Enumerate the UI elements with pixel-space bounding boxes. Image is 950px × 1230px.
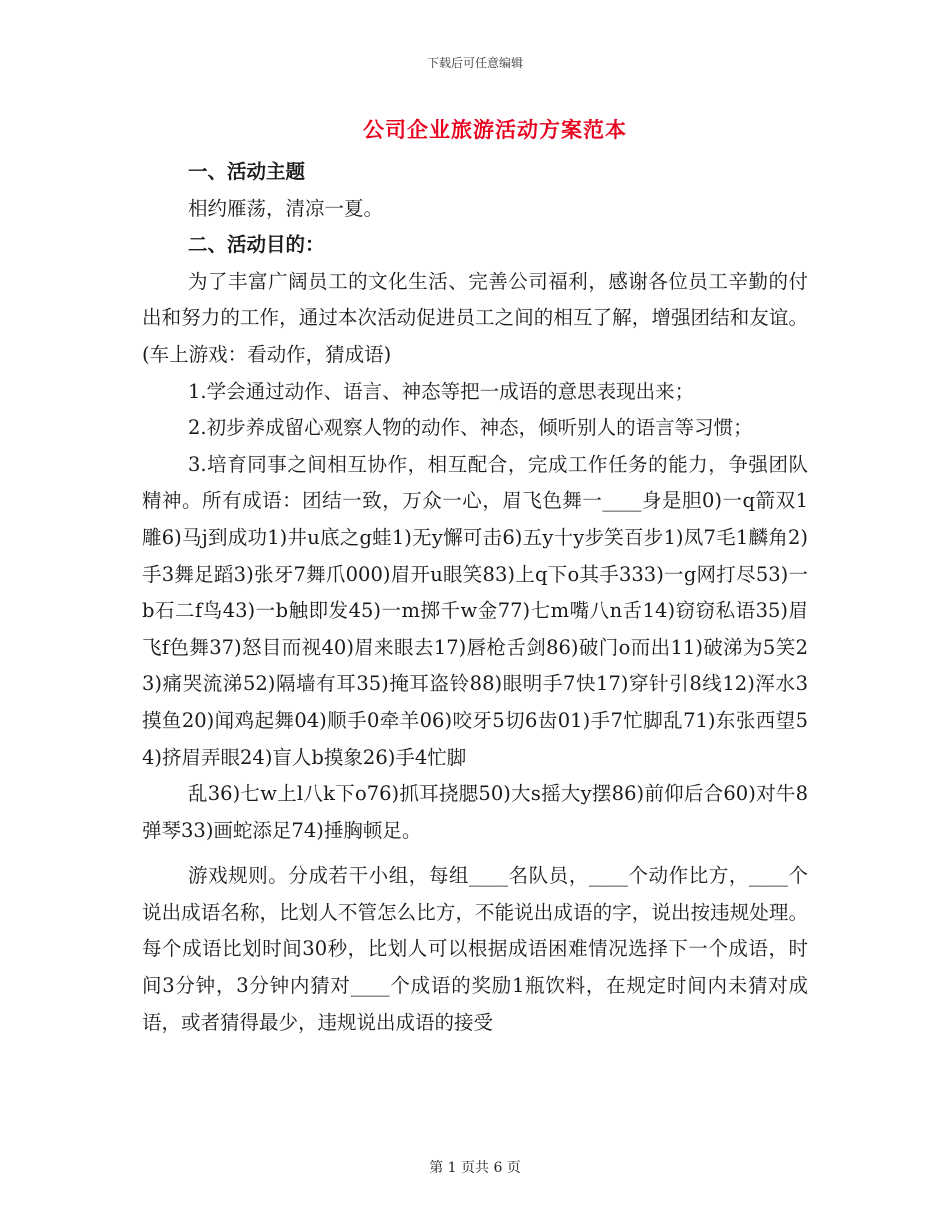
purpose-item-3: 3.培育同事之间相互协作，相互配合，完成工作任务的能力，争强团队精神。所有成语：团结一致，万众一心，眉飞色舞一____身是胆0)一q箭双1雕6)马j到成功1)井u底之g蛙1)无y懈可击6)五y十y步笑百步1)凤7毛1麟角2)手3舞足蹈3)张牙7舞爪000)眉开u眼笑83)上q下o其手333)一g网打尽53)一b石二f鸟43)一b触即发45)一m掷千w金77)七m嘴八n舌14)窃窃私语35)眉飞f色舞37)怒目而视40)眉来眼去17)唇枪舌剑86)破门o而出11)破涕为5笑23)痛哭流涕52)隔墙有耳35)掩耳盗铃88)眼明手7快17)穿针引8线12)浑水3摸鱼20)闻鸡起舞04)顺手0牵羊06)咬牙5切6齿01)手7忙脚乱71)东张西望54)挤眉弄眼24)盲人b摸象26)手4忙脚 [142,452,808,769]
section-heading-purpose: 二、活动目的： [188,233,325,257]
purpose-paragraph: 为了丰富广阔员工的文化生活、完善公司福利，感谢各位员工辛勤的付出和努力的工作，通过本次活动促进员工之间的相互了解，增强团结和友谊。(车上游戏：看动作，猜成语) [142,269,808,366]
purpose-item-2: 2.初步养成留心观察人物的动作、神态，倾听别人的语言等习惯； [188,416,753,440]
page-header-note: 下载后可任意编辑 [426,56,523,70]
page-number-footer: 第 1 页共 6 页 [429,1160,521,1176]
game-rules-paragraph: 游戏规则。分成若干小组，每组____名队员，____个动作比方，____个说出成语名称，比划人不管怎么比方，不能说出成语的字，说出按违规处理。每个成语比划时间30秒，比划人可以根据成语困难情况选择下一个成语，时间3分钟，3分钟内猜对____个成语的奖励1瓶饮料，在规定时间内未猜对成语，或者猜得最少，违规说出成语的接受 [142,864,808,1034]
document-body [142,154,808,1041]
purpose-item-3-continued: 乱36)七w上l八k下o76)抓耳挠腮50)大s摇大y摆86)前仰后合60)对牛8弹琴33)画蛇添足74)捶胸顿足。 [142,782,808,842]
theme-text: 相约雁荡，清凉一夏。 [188,196,384,220]
section-heading-theme: 一、活动主题 [188,160,306,183]
purpose-item-1: 1.学会通过动作、语言、神态等把一成语的意思表现出来； [188,379,695,403]
document-title: 公司企业旅游活动方案范本 [363,117,627,142]
